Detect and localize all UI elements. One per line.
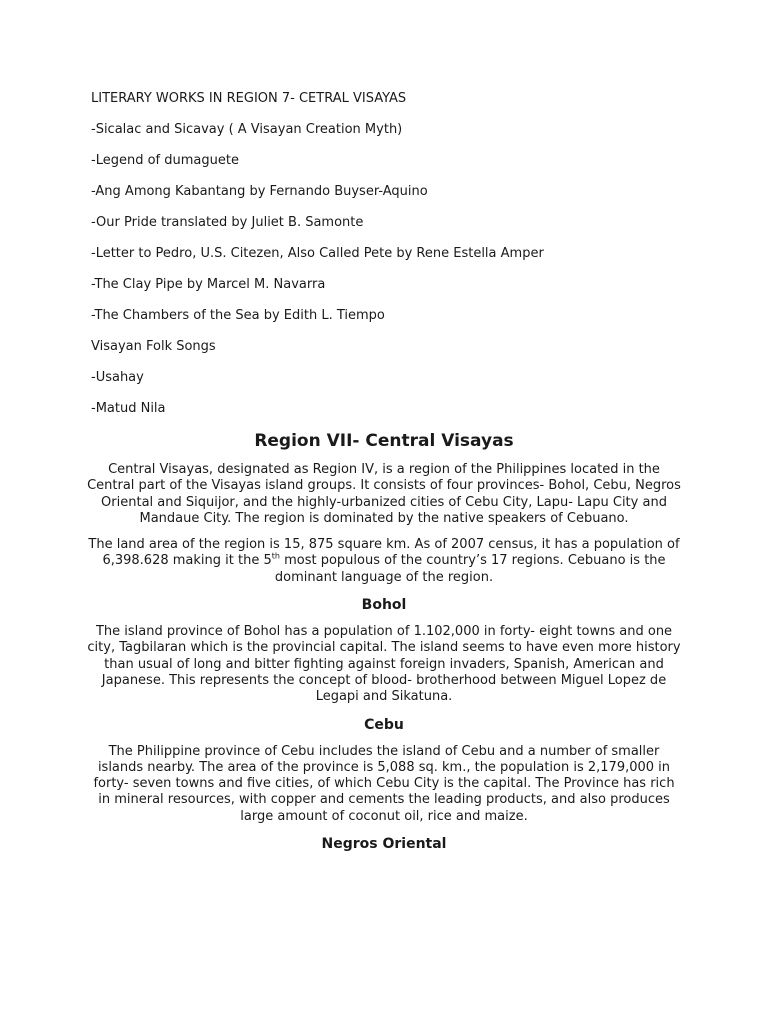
negros-oriental-heading: Negros Oriental xyxy=(321,836,447,853)
list-item: -Our Pride translated by Juliet B. Samonte xyxy=(91,215,364,230)
article-title: Region VII- Central Visayas xyxy=(254,431,514,451)
cebu-heading: Cebu xyxy=(364,716,404,733)
bohol-paragraph: The island province of Bohol has a population of 1.102,000 in forty- eight towns and one city, Tagbilaran which is the provincial capital. The island seems to have even more history than usual of long and bitter fighting against foreign invaders, Spanish, American and Japanese. This represents the concept of blood- brotherhood between Miguel Lopez de Legapi and Sikatuna. xyxy=(87,624,681,705)
land-text-end: most populous of the country’s 17 regions. Cebuano is the dominant language of the region. xyxy=(274,553,666,585)
bohol-heading: Bohol xyxy=(361,597,407,614)
list-item: -Legend of dumaguete xyxy=(91,153,239,168)
list-item: -The Chambers of the Sea by Edith L. Tiempo xyxy=(91,308,385,323)
list-item: -Letter to Pedro, U.S. Citezen, Also Called Pete by Rene Estella Amper xyxy=(91,246,544,261)
list-item: -Matud Nila xyxy=(91,401,166,416)
list-item: -Ang Among Kabantang by Fernando Buyser-Aquino xyxy=(91,184,428,199)
intro-paragraph: Central Visayas, designated as Region IV, is a region of the Philippines located in the Central part of the Visayas island groups. It consists of four provinces- Bohol, Cebu, Negros Oriental and Siquijor, and the highly-urbanized cities of Cebu City, Lapu- Lapu City and Mandaue City. The region is dominated by the native speakers of Cebuano. xyxy=(87,462,681,526)
region-article xyxy=(86,430,682,863)
list-item: -Usahay xyxy=(91,370,144,385)
land-text-start: The land area of the region is 15, 875 square km. As of 2007 census, it has a population of 6,398.628 making it the 5 xyxy=(88,537,680,569)
songs-heading: Visayan Folk Songs xyxy=(91,339,216,354)
list-item: -The Clay Pipe by Marcel M. Navarra xyxy=(91,277,326,292)
cebu-paragraph: The Philippine province of Cebu includes the island of Cebu and a number of smaller islands nearby. The area of the province is 5,088 sq. km., the population is 2,179,000 in forty- seven towns and five cities, of which Cebu City is the capital. The Province has rich in mineral resources, with copper and cements the leading products, and also produces large amount of coconut oil, rice and maize. xyxy=(93,743,675,824)
list-item: -Sicalac and Sicavay ( A Visayan Creation Myth) xyxy=(91,122,403,137)
land-area-paragraph xyxy=(86,537,682,586)
literary-works-list xyxy=(91,91,711,432)
ordinal-suffix: th xyxy=(271,552,280,562)
list-heading: LITERARY WORKS IN REGION 7- CETRAL VISAYAS xyxy=(91,91,407,106)
